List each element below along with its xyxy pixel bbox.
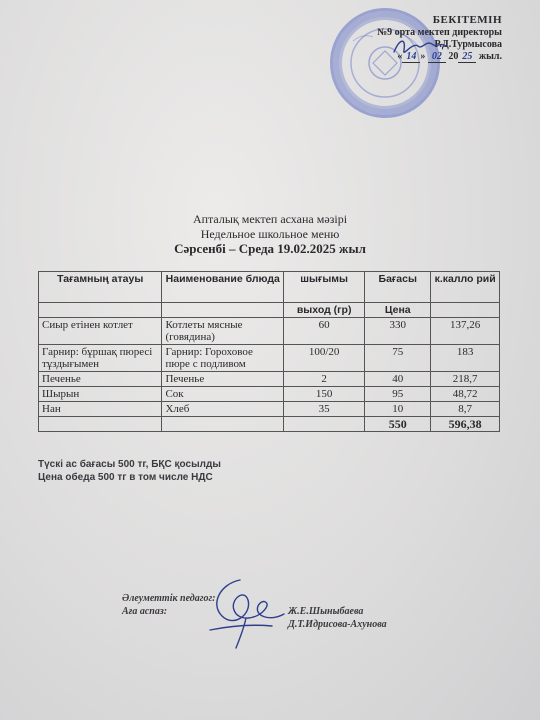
dish-yield: 2 (284, 372, 365, 387)
table-row (39, 345, 500, 372)
dish-calories: 48,72 (431, 387, 500, 402)
header-cell: Наименование блюда (162, 272, 284, 303)
price-note-kz: Түскі ас бағасы 500 тг, БҚС қосылды (38, 459, 221, 470)
price-note-ru: Цена обеда 500 тг в том числе НДС (38, 472, 213, 483)
header-cell: к.калло рий (431, 272, 500, 303)
approval-title: БЕКІТЕМІН (432, 14, 502, 26)
dish-yield: 35 (284, 402, 365, 417)
header-cell (162, 303, 284, 318)
dish-kz: Нан (39, 402, 162, 417)
header-cell (431, 303, 500, 318)
table-header-row (39, 272, 500, 303)
dish-kz: Гарнир: бұршақ пюресі тұздығымен (39, 345, 162, 372)
dish-calories: 8,7 (431, 402, 500, 417)
menu-title-kz: Апталық мектеп асхана мәзірі (192, 212, 348, 226)
dish-ru: Хлеб (162, 402, 284, 417)
dish-ru: Гарнир: Гороховое пюре с подливом (162, 345, 284, 372)
dish-kz: Печенье (39, 372, 162, 387)
approval-date-year: 25 (458, 51, 476, 63)
dish-calories: 218,7 (431, 372, 500, 387)
header-cell: Цена (365, 303, 431, 318)
approval-date-suffix: жыл. (478, 51, 502, 62)
table-row (39, 402, 500, 417)
dish-price: 330 (365, 318, 431, 345)
total-cell (162, 417, 284, 432)
menu-title-ru: Недельное школьное меню (200, 227, 340, 241)
total-calories: 596,38 (431, 417, 500, 432)
approval-director-name: Р.Д.Турмысова (434, 39, 502, 50)
dish-price: 10 (365, 402, 431, 417)
header-cell: Бағасы (365, 272, 431, 303)
price-note (38, 458, 221, 484)
dish-price: 40 (365, 372, 431, 387)
approval-date-day: 14 (402, 51, 420, 63)
menu-table (38, 271, 500, 432)
dish-kz: Сиыр етінен котлет (39, 318, 162, 345)
director-signature-icon (390, 34, 450, 60)
total-cell (284, 417, 365, 432)
dish-yield: 100/20 (284, 345, 365, 372)
menu-date: Сәрсенбі – Среда 19.02.2025 жыл (174, 241, 366, 256)
name-head-cook: Д.Т.Идрисова-Ахунова (288, 619, 387, 630)
header-cell: Тағамның атауы (39, 272, 162, 303)
name-social-pedagogue: Ж.Е.Шыныбаева (288, 606, 364, 617)
dish-yield: 60 (284, 318, 365, 345)
approval-date-year-prefix: 20 (448, 51, 459, 62)
table-row (39, 387, 500, 402)
approval-date-month: 02 (428, 51, 446, 63)
signature-roles (122, 592, 215, 618)
role-social-pedagogue: Әлеуметтік педагог: (122, 593, 216, 604)
header-cell (39, 303, 162, 318)
dish-calories: 137,26 (431, 318, 500, 345)
signature-names (288, 605, 387, 631)
dish-yield: 150 (284, 387, 365, 402)
header-cell: шығымы (284, 272, 365, 303)
table-row (39, 318, 500, 345)
table-row (39, 372, 500, 387)
dish-kz: Шырын (39, 387, 162, 402)
table-subheader-row (39, 303, 500, 318)
dish-ru: Котлеты мясные (говядина) (162, 318, 284, 345)
table-total-row (39, 417, 500, 432)
role-head-cook: Аға аспаз: (122, 606, 168, 617)
header-cell: выход (гр) (284, 303, 365, 318)
dish-calories: 183 (431, 345, 500, 372)
approval-director: №9 орта мектеп директоры (377, 27, 502, 38)
total-cell (39, 417, 162, 432)
dish-ru: Печенье (162, 372, 284, 387)
dish-price: 75 (365, 345, 431, 372)
dish-price: 95 (365, 387, 431, 402)
total-price: 550 (365, 417, 431, 432)
dish-ru: Сок (162, 387, 284, 402)
approval-date: « 14 » 02 20 25 жыл. (397, 51, 502, 62)
